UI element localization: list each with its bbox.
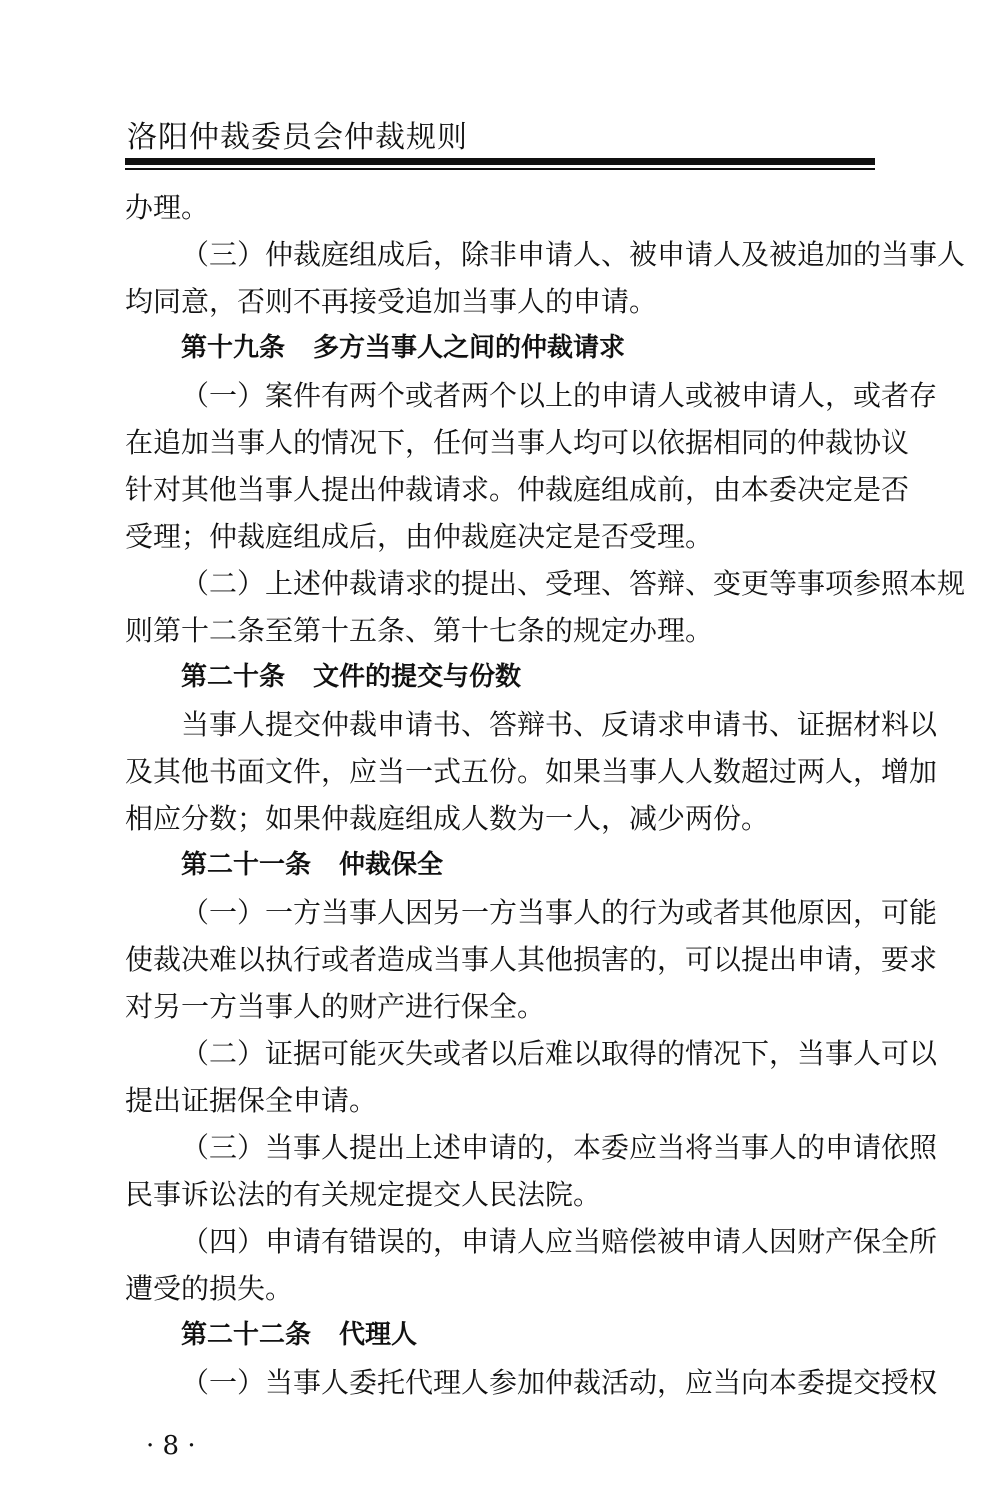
paragraph-line: 对另一方当事人的财产进行保全。 — [125, 990, 546, 1023]
paragraph-line: 办理。 — [125, 191, 210, 224]
paragraph-line: （三）仲裁庭组成后，除非申请人、被申请人及被追加的当事人 — [181, 238, 966, 271]
header-rule-thick — [125, 158, 875, 165]
article-heading — [125, 325, 877, 372]
paragraph-line: 民事诉讼法的有关规定提交人民法院。 — [125, 1178, 602, 1211]
paragraph-line: 受理；仲裁庭组成后，由仲裁庭决定是否受理。 — [125, 520, 714, 553]
paragraph-line: （一）一方当事人因另一方当事人的行为或者其他原因，可能 — [181, 896, 938, 929]
paragraph-line: （二）上述仲裁请求的提出、受理、答辩、变更等事项参照本规 — [181, 567, 966, 600]
paragraph-line: （二）证据可能灭失或者以后难以取得的情况下，当事人可以 — [181, 1037, 938, 1070]
paragraph-line: （一）案件有两个或者两个以上的申请人或被申请人，或者存 — [181, 379, 938, 412]
paragraph-line: 则第十二条至第十五条、第十七条的规定办理。 — [125, 614, 714, 647]
paragraph-line: 使裁决难以执行或者造成当事人其他损害的，可以提出申请，要求 — [125, 943, 938, 976]
article-title: 仲裁保全 — [339, 850, 444, 880]
article-heading — [125, 842, 877, 889]
article-title: 代理人 — [339, 1320, 418, 1350]
paragraph-line: （一）当事人委托代理人参加仲裁活动，应当向本委提交授权 — [181, 1366, 938, 1399]
article-title: 文件的提交与份数 — [313, 662, 522, 692]
paragraph-line: 针对其他当事人提出仲裁请求。仲裁庭组成前，由本委决定是否 — [125, 473, 910, 506]
article-heading — [125, 654, 877, 701]
paragraph-line: （四）申请有错误的，申请人应当赔偿被申请人因财产保全所 — [181, 1225, 938, 1258]
running-header-title: 洛阳仲裁委员会仲裁规则 — [127, 120, 468, 155]
paragraph-line: 在追加当事人的情况下，任何当事人均可以依据相同的仲裁协议 — [125, 426, 910, 459]
article-number: 第二十二条 — [181, 1320, 312, 1350]
paragraph-line: 及其他书面文件，应当一式五份。如果当事人人数超过两人，增加 — [125, 755, 938, 788]
header-rule-thin — [125, 168, 875, 170]
page-number: · 8 · — [146, 1431, 196, 1461]
article-number: 第二十条 — [181, 662, 286, 692]
paragraph-line: 当事人提交仲裁申请书、答辩书、反请求申请书、证据材料以 — [181, 708, 938, 741]
paragraph-line: （三）当事人提出上述申请的，本委应当将当事人的申请依照 — [181, 1131, 938, 1164]
paragraph-line: 提出证据保全申请。 — [125, 1084, 378, 1117]
article-number: 第二十一条 — [181, 850, 312, 880]
paragraph-line: 遭受的损失。 — [125, 1272, 294, 1305]
article-number: 第十九条 — [181, 333, 286, 363]
paragraph-line: 相应分数；如果仲裁庭组成人数为一人，减少两份。 — [125, 802, 770, 835]
paragraph-line: 均同意，否则不再接受追加当事人的申请。 — [125, 285, 658, 318]
article-heading — [125, 1312, 877, 1359]
page-body — [125, 184, 966, 1406]
article-title: 多方当事人之间的仲裁请求 — [313, 333, 626, 363]
